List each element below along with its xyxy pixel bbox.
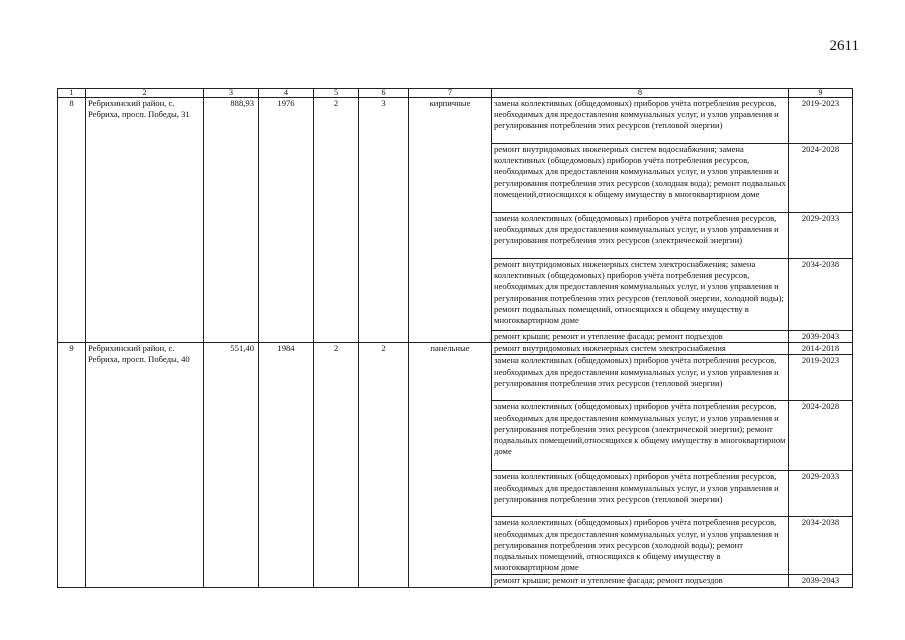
work-description: ремонт крыши; ремонт и утепление фасада; ремонт подъездов — [492, 575, 789, 587]
floors-cell: 2 — [314, 343, 359, 587]
work-period: 2024-2028 — [789, 144, 853, 213]
work-period: 2034-2038 — [789, 259, 853, 331]
work-description: ремонт внутридомовых инженерных систем водоснабжения; замена коллективных (общедомовых) приборов учёта потребления ресурсов, необходимых для предоставления коммунальных услуг, и узлов управления и регулирования потребления этих ресурсов (холодная вода); ремонт подвальных помещений,относящихся к общему имуществу в многоквартирном доме — [492, 144, 789, 213]
work-description: замена коллективных (общедомовых) приборов учёта потребления ресурсов, необходимых для предоставления коммунальных услуг, и узлов управления и регулирования потребления этих ресурсов (тепловой энергии) — [492, 355, 789, 401]
work-period: 2019-2023 — [789, 98, 853, 144]
work-description: замена коллективных (общедомовых) приборов учёта потребления ресурсов, необходимых для предоставления коммунальных услуг, и узлов управления и регулирования потребления этих ресурсов (тепловой энергии) — [492, 98, 789, 144]
work-period: 2034-2038 — [789, 517, 853, 575]
work-description: замена коллективных (общедомовых) приборов учёта потребления ресурсов, необходимых для предоставления коммунальных услуг, и узлов управления и регулирования потребления этих ресурсов (электрической энергии); ремонт подвальных помещений,относящихся к общему имуществу в многоквартирном доме — [492, 401, 789, 471]
table-row — [58, 343, 853, 355]
year-cell: 1976 — [259, 98, 314, 343]
wall-material-cell: кирпичные — [409, 98, 492, 343]
year-cell: 1984 — [259, 343, 314, 587]
column-number: 2 — [86, 89, 204, 98]
area-cell: 888,93 — [204, 98, 259, 343]
row-number: 8 — [58, 98, 86, 343]
column-number: 1 — [58, 89, 86, 98]
area-cell: 551,40 — [204, 343, 259, 587]
work-description: ремонт внутридомовых инженерных систем электроснабжения; замена коллективных (общедомовых) приборов учёта потребления ресурсов, необходимых для предоставления коммунальных услуг, и узлов управления и регулирования потребления этих ресурсов (тепловой энергии, холодной воды); ремонт подвальных помещений, относящихся к общему имуществу в многоквартирном доме — [492, 259, 789, 331]
work-description: ремонт крыши; ремонт и утепление фасада; ремонт подъездов — [492, 331, 789, 343]
column-numbers-row — [58, 89, 853, 98]
address-cell: Ребрихинский район, с. Ребриха, просп. Победы, 31 — [86, 98, 204, 343]
address-cell: Ребрихинский район, с. Ребриха, просп. Победы, 40 — [86, 343, 204, 587]
column-number: 3 — [204, 89, 259, 98]
work-period: 2014-2018 — [789, 343, 853, 355]
floors-cell: 2 — [314, 98, 359, 343]
wall-material-cell: панельные — [409, 343, 492, 587]
work-period: 2029-2033 — [789, 213, 853, 259]
column-number: 9 — [789, 89, 853, 98]
work-description: ремонт внутридомовых инженерных систем электроснабжения — [492, 343, 789, 355]
repair-schedule-table — [57, 88, 853, 588]
work-description: замена коллективных (общедомовых) приборов учёта потребления ресурсов, необходимых для предоставления коммунальных услуг, и узлов управления и регулирования потребления этих ресурсов (электрической энергии) — [492, 213, 789, 259]
work-description: замена коллективных (общедомовых) приборов учёта потребления ресурсов, необходимых для предоставления коммунальных услуг, и узлов управления и регулирования потребления этих ресурсов (тепловой энергии) — [492, 471, 789, 517]
column-number: 4 — [259, 89, 314, 98]
work-period: 2039-2043 — [789, 575, 853, 587]
column-number: 5 — [314, 89, 359, 98]
work-period: 2019-2023 — [789, 355, 853, 401]
entrances-cell: 3 — [359, 98, 409, 343]
column-number: 8 — [492, 89, 789, 98]
work-description: замена коллективных (общедомовых) приборов учёта потребления ресурсов, необходимых для предоставления коммунальных услуг, и узлов управления и регулирования потребления этих ресурсов (холодной воды); ремонт подвальных помещений, относящихся к общему имуществу в многоквартирном доме — [492, 517, 789, 575]
page-number: 2611 — [829, 38, 859, 54]
work-period: 2024-2028 — [789, 401, 853, 471]
column-number: 6 — [359, 89, 409, 98]
work-period: 2039-2043 — [789, 331, 853, 343]
entrances-cell: 2 — [359, 343, 409, 587]
work-period: 2029-2033 — [789, 471, 853, 517]
table-row — [58, 98, 853, 144]
row-number: 9 — [58, 343, 86, 587]
column-number: 7 — [409, 89, 492, 98]
